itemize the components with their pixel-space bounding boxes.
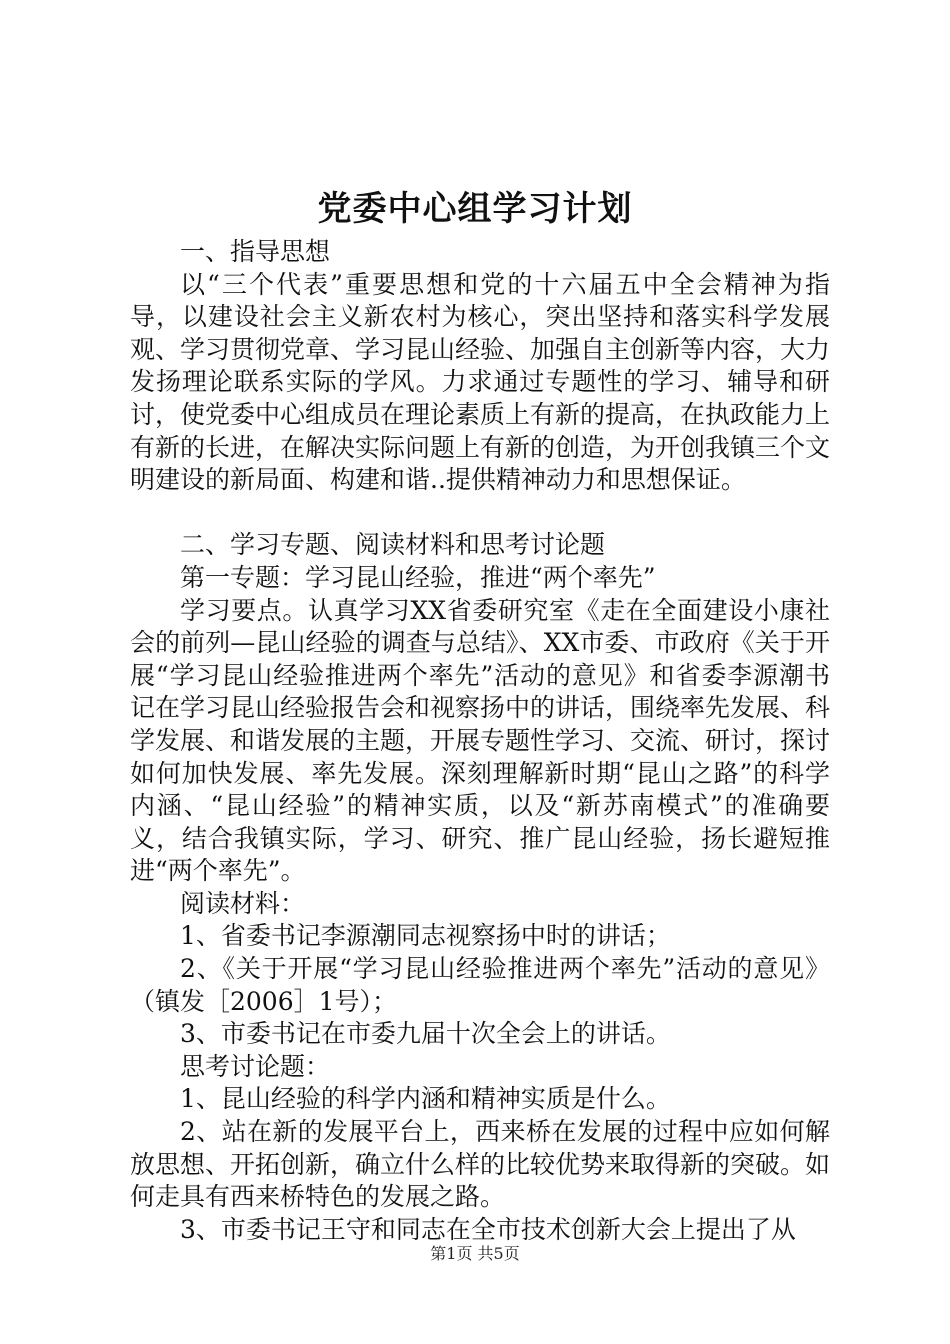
discussion-question-item: 3、市委书记王守和同志在全市技术创新大会上提出了从 [180,1214,796,1244]
topic-heading-first: 第一专题：学习昆山经验，推进“两个率先” [180,562,656,592]
reading-material-item: 1、省委书记李源潮同志视察扬中时的讲话； [180,921,671,951]
section-heading-study-topics: 二、学习专题、阅读材料和思考讨论题 [180,530,606,560]
reading-materials-label: 阅读材料： [180,888,306,918]
document-body [130,236,830,1246]
discussion-question-item: 1、昆山经验的科学内涵和精神实质是什么。 [180,1084,671,1114]
document-title: 党委中心组学习计划 [317,189,633,229]
reading-material-item: 3、市委书记在市委九届十次全会上的讲话。 [180,1019,671,1049]
reading-material-item: 2、《关于开展“学习昆山经验推进两个率先”活动的意见》（镇发［2006］1号）； [130,954,830,1016]
page-footer: 第1页 共5页 [430,1244,520,1263]
paragraph-guiding-ideology: 以“三个代表”重要思想和党的十六届五中全会精神为指导，以建设社会主义新农村为核心，突出坚持和落实科学发展观、学习贯彻党章、学习昆山经验、加强自主创新等内容，大力发扬理论联系实际的学风。力求通过专题性的学习、辅导和研讨，使党委中心组成员在理论素质上有新的提高，在执政能力上有新的长进，在解决实际问题上有新的创造，为开创我镇三个文明建设的新局面、构建和谐..提供精神动力和思想保证。 [130,269,831,495]
section-heading-guiding-ideology: 一、指导思想 [180,237,331,266]
paragraph-spacer [130,497,830,530]
discussion-questions-label: 思考讨论题： [180,1051,331,1081]
discussion-question-item: 2、站在新的发展平台上，西来桥在发展的过程中应如何解放思想、开拓创新，确立什么样的比较优势来取得新的突破。如何走具有西来桥特色的发展之路。 [130,1117,831,1212]
paragraph-study-points: 学习要点。认真学习XX省委研究室《走在全面建设小康社会的前列—昆山经验的调查与总结》、XX市委、市政府《关于开展“学习昆山经验推进两个率先”活动的意见》和省委李源潮书记在学习昆山经验报告会和视察扬中的讲话，围绕率先发展、科学发展、和谐发展的主题，开展专题性学习、交流、研讨，探讨如何加快发展、率先发展。深刻理解新时期“昆山之路”的科学内涵、“昆山经验”的精神实质，以及“新苏南模式”的准确要义，结合我镇实际，学习、研究、推广昆山经验，扬长避短推进“两个率先”。 [130,595,831,886]
